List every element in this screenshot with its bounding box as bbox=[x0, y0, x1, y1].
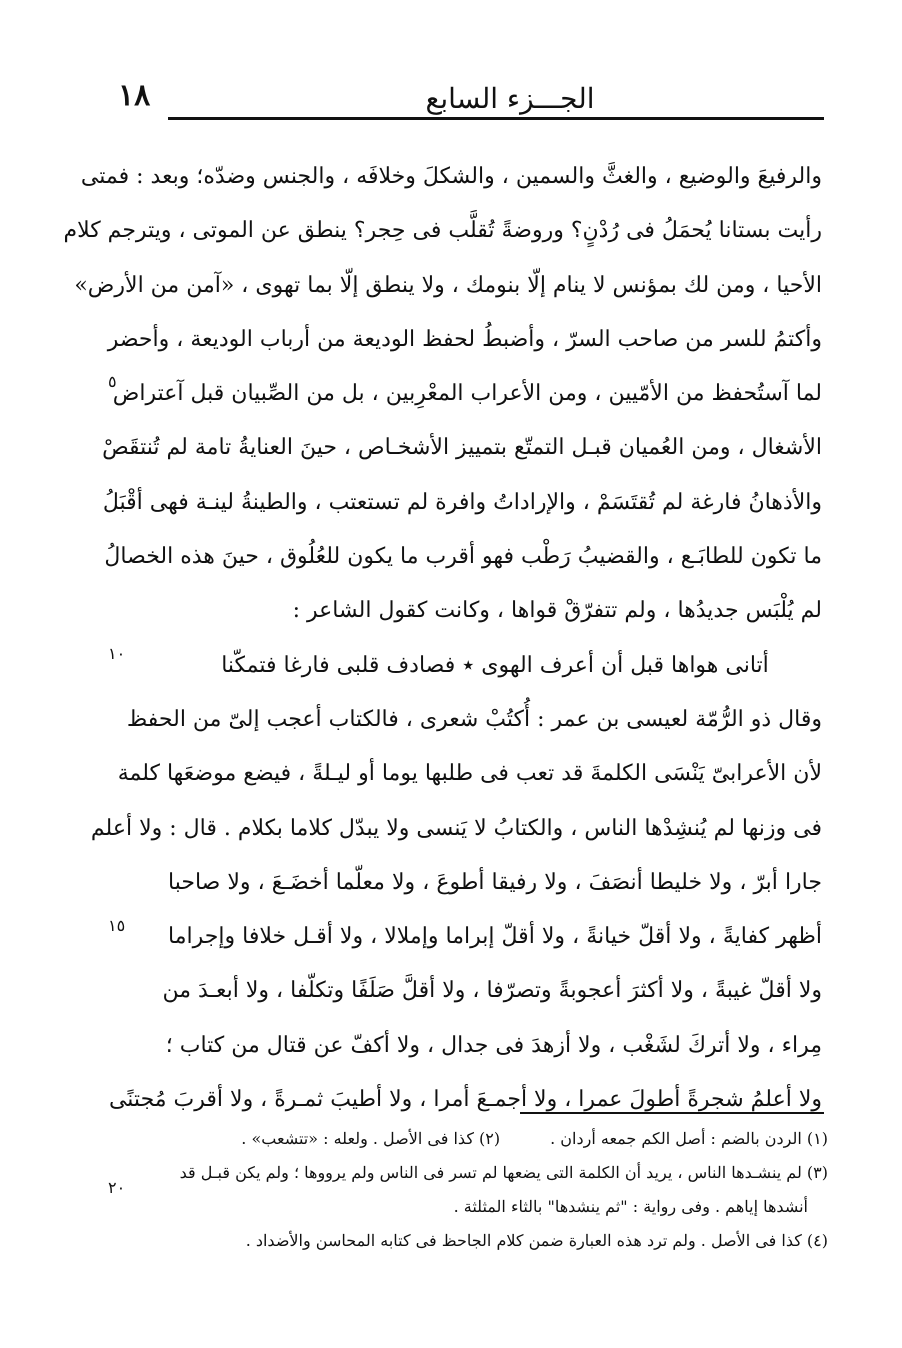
footnote-3-continued: أنشدها إياهم . وفى رواية : "ثم ينشدها" بالثاء المثلثة . bbox=[453, 1197, 808, 1216]
text-line: ولا أقلّ غيبةً ، ولا أكثرَ أعجوبةً وتصرّفا ، ولا أقلَّ صَلَفًا وتكلّفا ، ولا أبعـدَ من bbox=[162, 978, 822, 1004]
text-line: الأشغال ، ومن العُميان قبـل التمتّع بتمييز الأشخـاص ، حينَ العنايةُ تامة لم تُنتقَصْ bbox=[102, 435, 822, 461]
text-line: والأذهانُ فارغة لم تُقتَسَمْ ، والإراداتُ وافرة لم تستعتب ، والطينةُ لينـة فهى أقْبَلُ bbox=[102, 489, 822, 515]
margin-line-number: ١٠ bbox=[108, 644, 126, 663]
text-line: لم يُلْبَس جديدُها ، ولم تتفرّقْ قواها ، وكانت كقول الشاعر : bbox=[292, 598, 822, 624]
text-line: جارا أبرّ ، ولا خليطا أنصَفَ ، ولا رفيقا أطوعَ ، ولا معلّما أخضَـعَ ، ولا صاحبا bbox=[168, 869, 822, 895]
header-rule bbox=[168, 117, 824, 120]
text-line: والرفيعَ والوضيع ، والغثَّ والسمين ، والشكلَ وخلافَه ، والجنس وضدّه؛ وبعد : فمتى bbox=[80, 164, 822, 189]
footnote-2: (٢) كذا فى الأصل . ولعله : «تتشعب» . bbox=[241, 1129, 501, 1148]
text-line: رأيت بستانا يُحمَلُ فى رُدْنٍ؟ وروضةً تُقلَّب فى حِجر؟ ينطق عن الموتى ، ويترجم كلام bbox=[63, 218, 822, 244]
margin-line-number: ٢٠ bbox=[108, 1178, 126, 1197]
footnote-rule bbox=[520, 1112, 824, 1114]
verse-line: أتانى هواها قبل أن أعرف الهوى ٭ فصادف قلبى فارغا فتمكّنا bbox=[221, 652, 769, 678]
text-line: ولا أعلمُ شجرةً أطولَ عمرا ، ولا أجمـعَ أمرا ، ولا أطيبَ ثمـرةً ، ولا أقربَ مُجتنًى bbox=[108, 1087, 822, 1113]
footnote-4: (٤) كذا فى الأصل . ولم ترد هذه العبارة ضمن كلام الجاحظ فى كتابه المحاسن والأضداد . bbox=[245, 1231, 828, 1250]
running-header-title: الجـــزء السابع bbox=[425, 82, 595, 115]
footnote-row bbox=[168, 1122, 828, 1156]
margin-line-number: ٥ bbox=[108, 372, 117, 391]
text-line: وأكتمُ للسر من صاحب السرّ ، وأضبطُ لحفظ الوديعة من أرباب الوديعة ، وأحضر bbox=[107, 326, 822, 352]
margin-line-number: ١٥ bbox=[108, 916, 126, 935]
text-line: أظهر كفايةً ، ولا أقلّ خيانةً ، ولا أقلّ إبراما وإملالا ، ولا أقـل خلافا وإجراما bbox=[168, 924, 822, 950]
footnotes bbox=[168, 1122, 828, 1258]
text-line: مِراء ، ولا أتركَ لشَغْب ، ولا أزهدَ فى جدال ، ولا أكفّ عن قتال من كتاب ؛ bbox=[165, 1032, 822, 1058]
text-line: ما تكون للطابَـع ، والقضيبُ رَطْب فهو أقرب ما يكون للعُلُوق ، حينَ هذه الخصالُ bbox=[104, 544, 822, 570]
page-number: ١٨ bbox=[118, 78, 151, 113]
text-line: لما آستُحفظ من الأمّيين ، ومن الأعراب المعْرِبين ، بل من الصِّبيان قبل آعتراض bbox=[112, 381, 822, 407]
footnote-3: (٣) لم ينشـدها الناس ، يريد أن الكلمة التى يضعها لم تسر فى الناس ولم يرووها ؛ ولم يكن قبـل قد bbox=[179, 1163, 828, 1182]
text-line: وقال ذو الرُّمّة لعيسى بن عمر : أُكتُبْ شعرى ، فالكتاب أعجب إلىّ من الحفظ bbox=[126, 706, 822, 732]
text-line: لأن الأعرابىّ يَنْسَى الكلمةَ قد تعب فى طلبها يوما أو ليـلةً ، فيضع موضعَها كلمة bbox=[117, 761, 822, 787]
text-line: الأحيا ، ومن لك بمؤنس لا ينام إلّا بنومك ، ولا ينطق إلّا بما تهوى ، «آمن من الأرض» bbox=[74, 272, 822, 298]
footnote-1: (١) الردن بالضم : أصل الكم جمعه أردان . bbox=[550, 1129, 828, 1148]
text-line: فى وزنها لم يُنشِدْها الناس ، والكتابُ لا يَنسى ولا يبدّل كلاما بكلام . قال : ولا أعلم bbox=[90, 815, 822, 841]
